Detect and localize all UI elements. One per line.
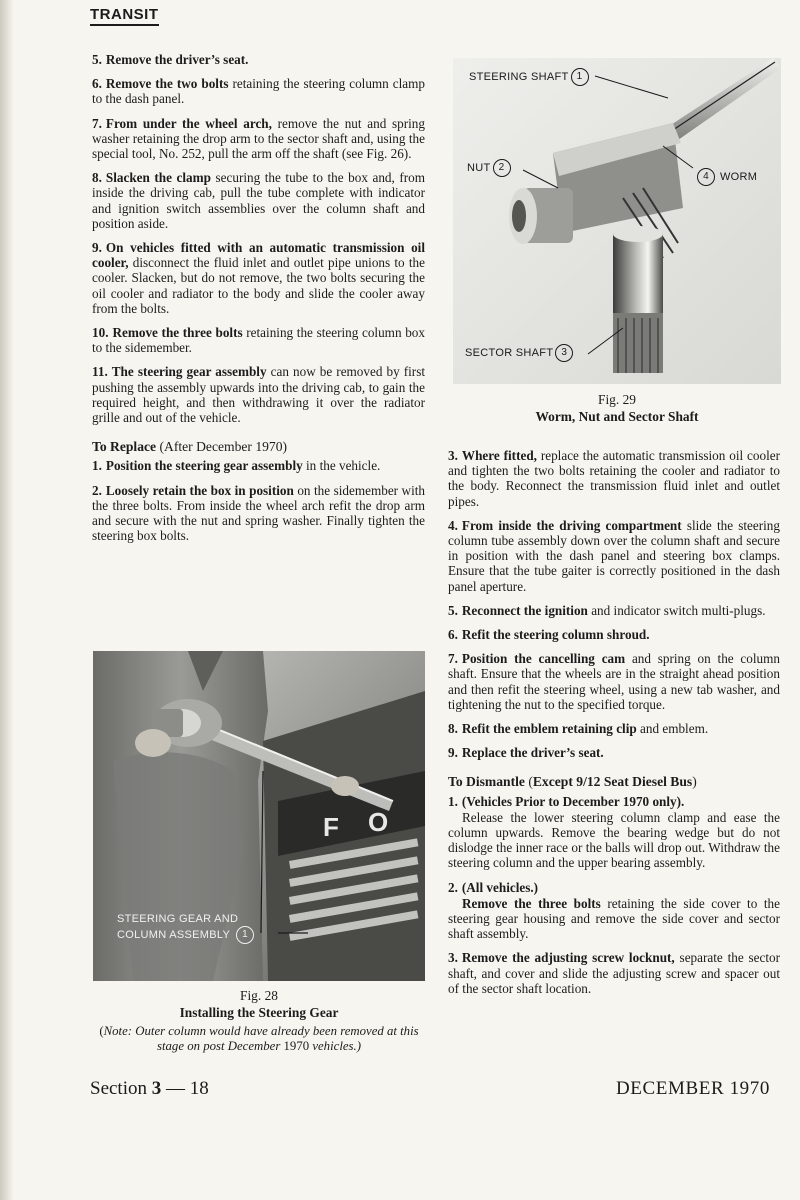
figure-28-number: Fig. 28: [240, 988, 278, 1003]
callout-4: 4: [697, 168, 715, 186]
callout-1: 1: [571, 68, 589, 86]
figure-29-caption: [453, 391, 781, 425]
list-item: 5. Reconnect the ignition and indicator switch multi-plugs.: [448, 602, 766, 618]
svg-text:F: F: [323, 812, 339, 842]
svg-text:O: O: [368, 807, 389, 837]
footer-section-page: Section 3 — 18: [90, 1078, 209, 1099]
list-item: 7. Position the cancelling cam and spring on the column shaft. Ensure that the wheels are in the straight ahead position and then refit the steering wheel, using a new tab washer, and tightening the nut to the specified torque.: [448, 651, 780, 712]
list-item-body: Remove the three bolts retaining the side cover to the steering gear housing and remove the side cover and sector shaft assembly.: [448, 895, 780, 942]
figure-29-number: Fig. 29: [598, 392, 636, 407]
footer-date: DECEMBER 1970: [615, 1078, 770, 1099]
label-sector-shaft: SECTOR SHAFT 3: [465, 344, 575, 362]
figure-28-title: Installing the Steering Gear: [179, 1005, 339, 1020]
label-worm: 4 WORM: [695, 168, 757, 186]
callout-3: 3: [555, 344, 573, 362]
list-item: 2. (All vehicles.): [448, 879, 539, 895]
list-item: 3. Remove the adjusting screw locknut, separate the sector shaft, and cover and slide the adjusting screw and spacer out of the sector shaft location.: [448, 950, 781, 996]
label-steering-shaft: STEERING SHAFT 1: [469, 68, 591, 86]
list-item: 9. Replace the driver’s seat.: [448, 745, 604, 761]
list-item-body: Release the lower steering column clamp and ease the column upwards. Remove the bearing wedge but do not dislodge the inner race or the balls will drop out. Withdraw the steering column and the upper bearing assembly.: [448, 809, 780, 871]
callout-1: 1: [236, 926, 254, 944]
list-item: 6. Remove the two bolts retaining the steering column clamp to the dash panel.: [92, 76, 425, 107]
list-item: 8. Refit the emblem retaining clip and emblem.: [448, 721, 709, 737]
list-item: 1. Position the steering gear assembly in the vehicle.: [92, 458, 381, 474]
figure-28-photo: [93, 651, 425, 981]
callout-2: 2: [493, 159, 511, 177]
list-item: 6. Refit the steering column shroud.: [448, 627, 650, 643]
list-item: 5. Remove the driver’s seat.: [92, 52, 249, 67]
figure-29-photo: [453, 58, 781, 384]
list-item: 7. From under the wheel arch, remove the nut and spring washer retaining the drop arm to the sector shaft and, using the special tool, No. 252, pull the arm off the shaft (see Fig. 26).: [92, 115, 425, 162]
page-edge-shadow: [0, 0, 14, 1200]
figure-29-title: Worm, Nut and Sector Shaft: [535, 409, 699, 424]
list-item: 3. Where fitted, replace the automatic transmission oil cooler and tighten the two bolts retaining the cooler and radiator to the body. Reconnect the transmission fluid inlet and outlet pipes.: [448, 448, 780, 509]
list-item: 10. Remove the three bolts retaining the steering column box to the sidemember.: [92, 325, 425, 356]
list-item: 8. Slacken the clamp securing the tube to the box and, from inside the driving cab, pull the tube complete with indicator and ignition switch assemblies over the column shaft and position aside.: [92, 170, 425, 231]
list-item: 2. Loosely retain the box in position on the sidemember with the three bolts. From inside the wheel arch refit the drop arm and secure with the nut and spring washer. Finally tighten the steering box bolts.: [92, 482, 426, 544]
figure-28-note: (Note: Outer column would have already been removed at this stage on post December 1970 vehicles.): [99, 1024, 419, 1053]
label-steering-gear-and-column-assembly: STEERING GEAR AND COLUMN ASSEMBLY 1: [117, 913, 256, 944]
section-heading-replace: To Replace (After December 1970): [92, 439, 288, 455]
left-column: [92, 52, 425, 552]
worm-nut-sector-shaft-illustration: [453, 58, 781, 384]
list-item: 1. (Vehicles Prior to December 1970 only).: [448, 793, 685, 809]
label-nut: NUT 2: [467, 159, 513, 177]
running-header: TRANSIT: [90, 6, 159, 26]
list-item: 9. On vehicles fitted with an automatic transmission oil cooler, disconnect the fluid inlet and outlet pipe unions to the cooler. Slacken, but do not remove, the two bolts securing the oil cooler and radiator to the body and slide the cooler away from the bolts.: [92, 240, 425, 316]
list-item: 4. From inside the driving compartment slide the steering column tube assembly down over the column shaft and secure in position with the dash panel and steering box clamps. Ensure that the tube gaiter is correctly positioned in the dash panel aperture.: [448, 517, 780, 594]
list-item: 11. The steering gear assembly can now be removed by first pushing the assembly upwards into the driving cab, to gain the required height, and then withdrawing it over the radiator grille and out of the vehicle.: [92, 364, 425, 426]
right-column: [448, 448, 780, 1005]
section-heading-dismantle: To Dismantle (Except 9/12 Seat Diesel Bus): [448, 774, 697, 790]
figure-28-caption: [93, 987, 425, 1054]
